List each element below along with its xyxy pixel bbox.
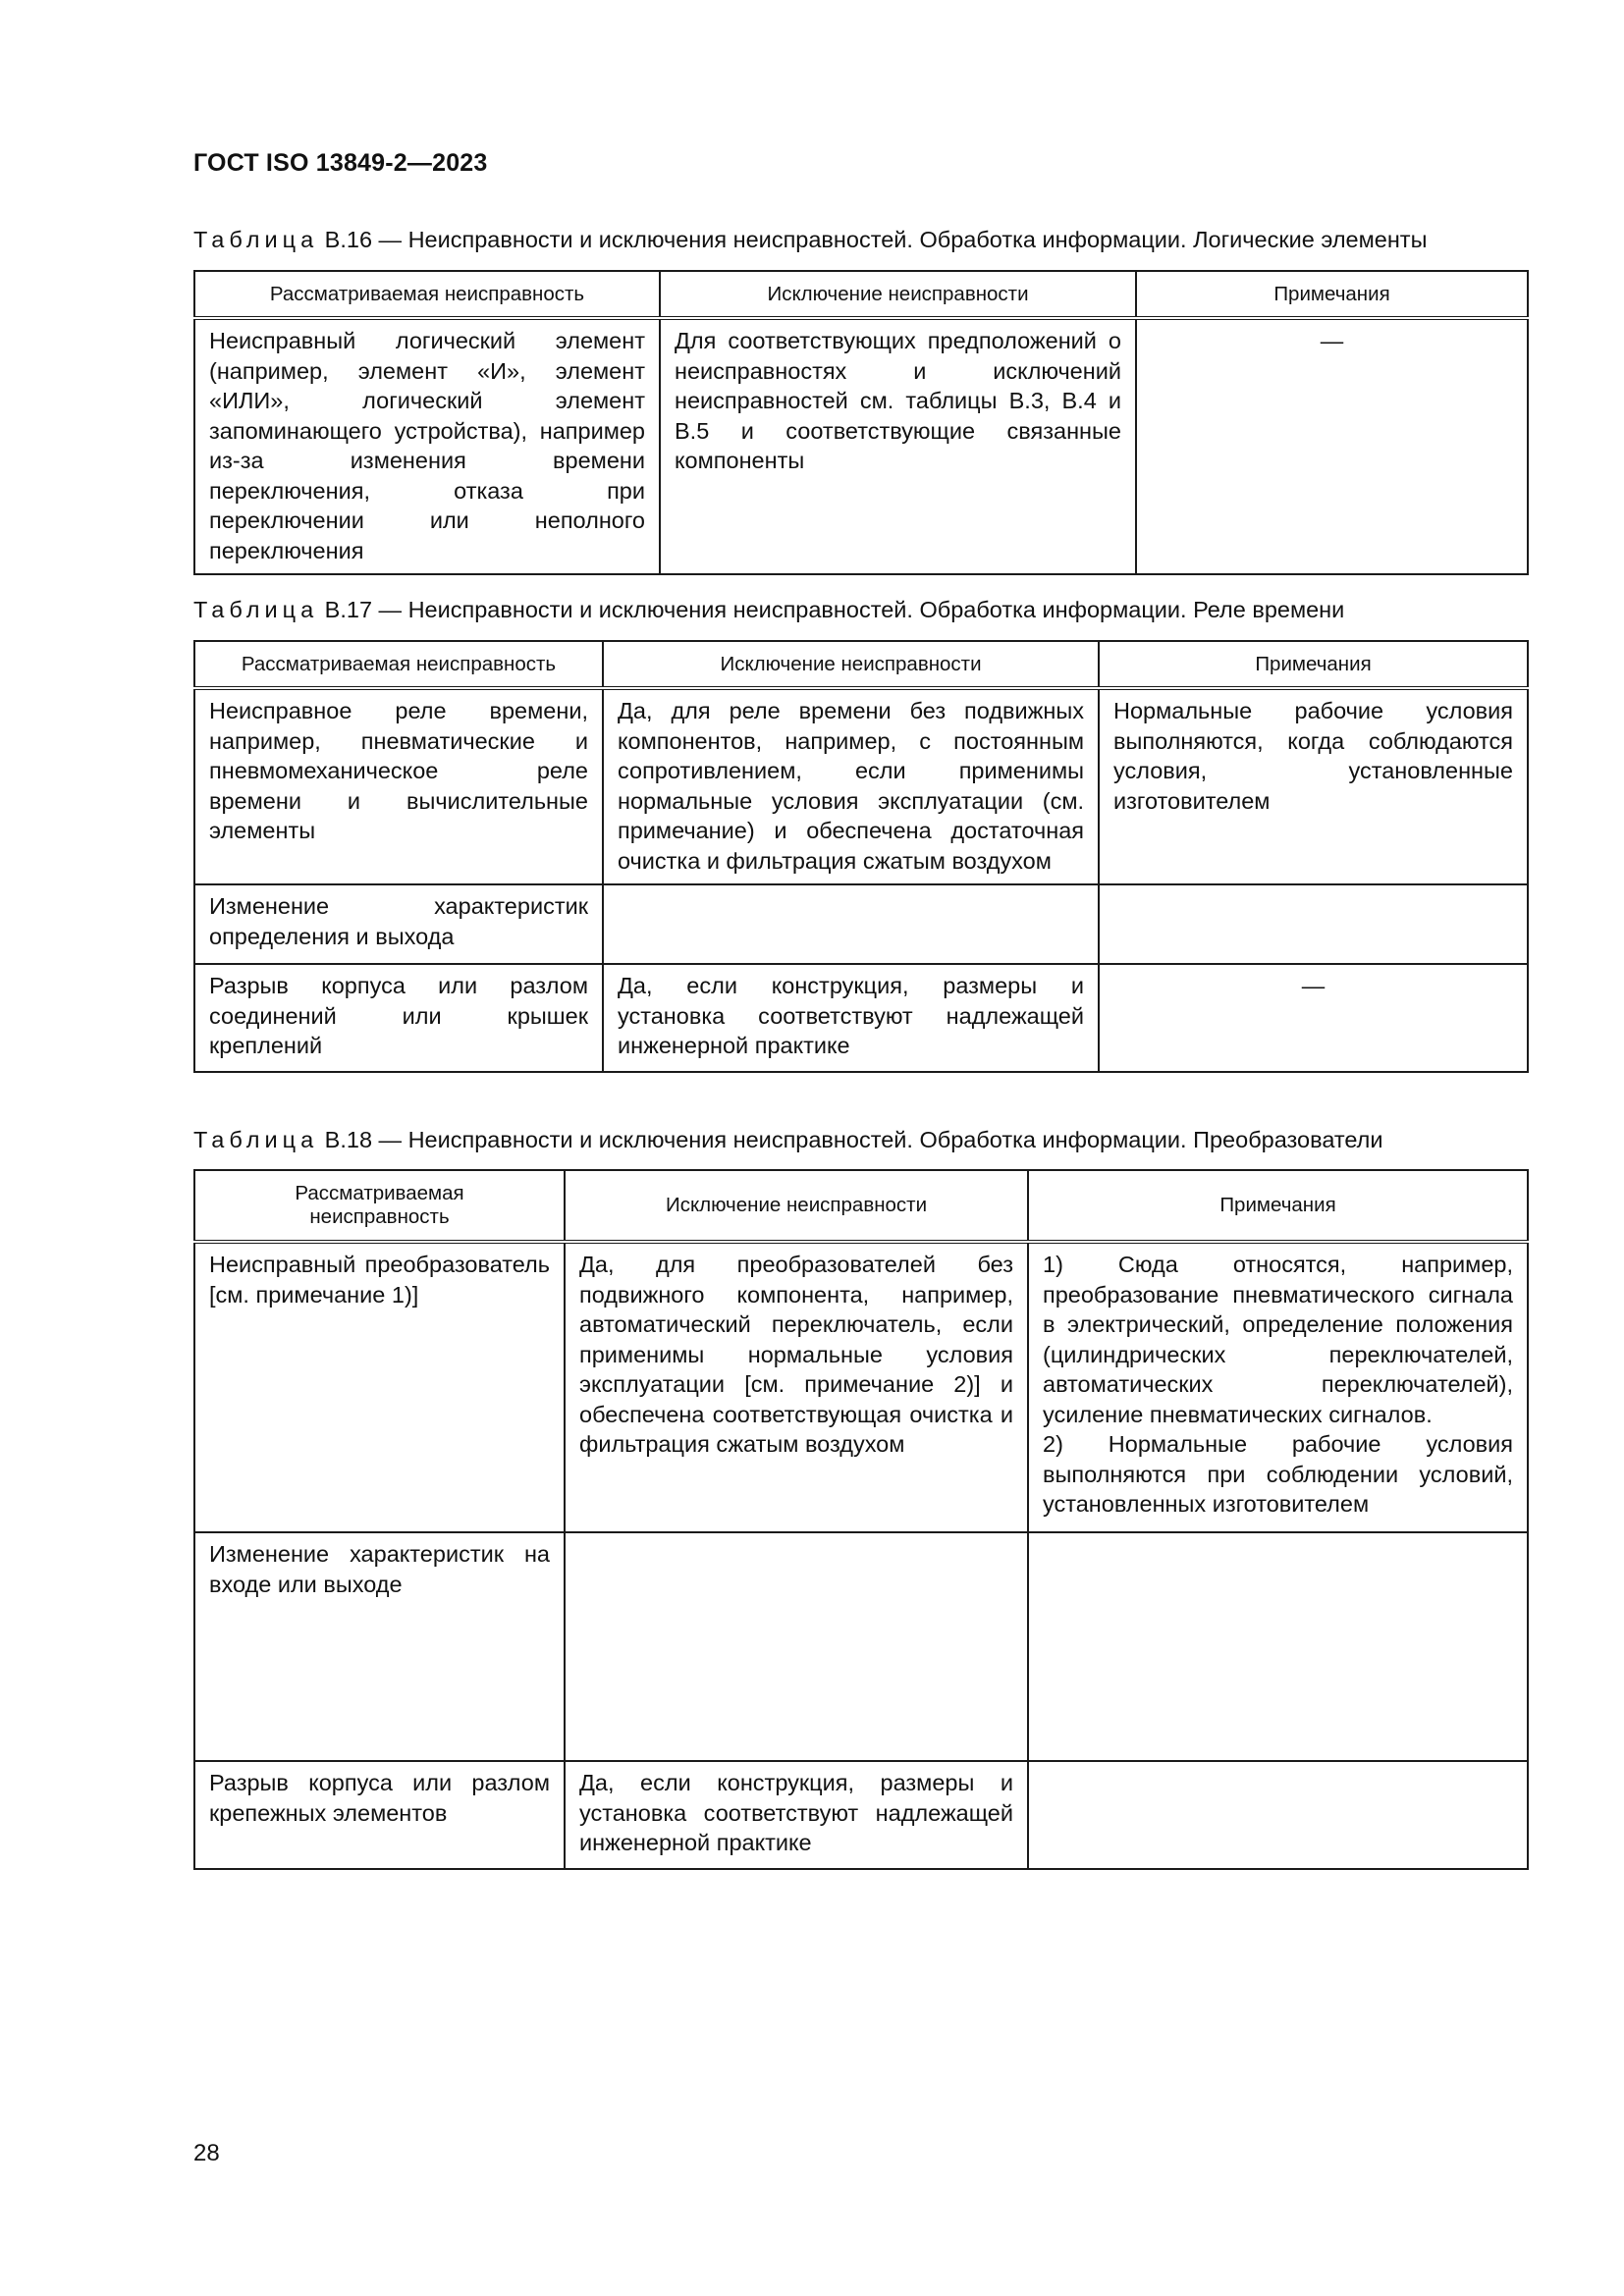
table-b17 bbox=[193, 640, 1529, 1073]
table-cell bbox=[565, 1532, 1028, 1761]
caption-text: В.18 — Неисправности и исключения неисправностей. Обработка информации. Преобразователи bbox=[318, 1127, 1383, 1152]
table-header-row bbox=[194, 271, 1528, 318]
table-b18 bbox=[193, 1169, 1529, 1870]
caption-word: Таблица bbox=[193, 1127, 319, 1152]
column-header: Примечания bbox=[1099, 641, 1528, 688]
table-cell: Неисправный преобразователь [см. примечание 1)] bbox=[194, 1242, 565, 1532]
table-cell: Да, если конструкция, размеры и установка соответствуют надлежащей инженерной практике bbox=[603, 964, 1099, 1072]
table-row bbox=[194, 688, 1528, 884]
page-number: 28 bbox=[193, 2140, 220, 2166]
table-cell: — bbox=[1099, 964, 1528, 1072]
table-cell bbox=[1028, 1761, 1528, 1869]
table-cell: Разрыв корпуса или разлом крепежных элементов bbox=[194, 1761, 565, 1869]
table-cell bbox=[1028, 1532, 1528, 1761]
table-b16-caption bbox=[193, 227, 1427, 253]
table-cell: Неисправное реле времени, например, пневматические и пневмомеханическое реле времени и вычислительные элементы bbox=[194, 688, 603, 884]
column-header: Рассматриваемая неисправность bbox=[194, 271, 660, 318]
table-row bbox=[194, 884, 1528, 964]
table-row bbox=[194, 1761, 1528, 1869]
table-cell: Неисправный логический элемент (например, элемент «И», элемент «ИЛИ», логический элемент запоминающего устройства), например из-за изменения времени переключения, отказа при переключении или неполного переключения bbox=[194, 318, 660, 574]
table-cell: 1) Сюда относятся, например, преобразование пневматического сигнала в электрический, определение положения (цилиндрических переключателей, автоматических переключателей), усиление пневматических сигналов. 2) Нормальные рабочие условия выполняются при соблюдении условий, установленных изготовителем bbox=[1028, 1242, 1528, 1532]
table-row bbox=[194, 1242, 1528, 1532]
table-b17-caption bbox=[193, 597, 1344, 623]
column-header: Исключение неисправности bbox=[565, 1170, 1028, 1242]
column-header: Примечания bbox=[1028, 1170, 1528, 1242]
table-b18-caption bbox=[193, 1127, 1383, 1153]
table-cell: — bbox=[1136, 318, 1528, 574]
table-cell: Разрыв корпуса или разлом соединений или крышек креплений bbox=[194, 964, 603, 1072]
caption-word: Таблица bbox=[193, 597, 319, 622]
column-header: Рассматриваемая неисправность bbox=[194, 641, 603, 688]
table-row bbox=[194, 318, 1528, 574]
table-cell: Изменение характеристик на входе или выходе bbox=[194, 1532, 565, 1761]
caption-word: Таблица bbox=[193, 227, 319, 252]
caption-text: В.17 — Неисправности и исключения неисправностей. Обработка информации. Реле времени bbox=[318, 597, 1345, 622]
column-header: Рассматриваемая неисправность bbox=[194, 1170, 565, 1242]
column-header: Исключение неисправности bbox=[660, 271, 1136, 318]
document-header: ГОСТ ISO 13849-2—2023 bbox=[193, 149, 488, 177]
table-row bbox=[194, 964, 1528, 1072]
table-cell bbox=[1099, 884, 1528, 964]
column-header: Примечания bbox=[1136, 271, 1528, 318]
table-header-row bbox=[194, 1170, 1528, 1242]
table-cell: Для соответствующих предположений о неисправностях и исключений неисправностей см. таблицы В.3, В.4 и В.5 и соответствующие связанные компоненты bbox=[660, 318, 1136, 574]
table-b16 bbox=[193, 270, 1529, 575]
table-cell bbox=[603, 884, 1099, 964]
table-row bbox=[194, 1532, 1528, 1761]
table-header-row bbox=[194, 641, 1528, 688]
table-cell: Да, для реле времени без подвижных компонентов, например, с постоянным сопротивлением, если применимы нормальные условия эксплуатации (см. примечание) и обеспечена достаточная очистка и фильтрация сжатым воздухом bbox=[603, 688, 1099, 884]
table-cell: Изменение характеристик определения и выхода bbox=[194, 884, 603, 964]
caption-text: В.16 — Неисправности и исключения неисправностей. Обработка информации. Логические элементы bbox=[318, 227, 1428, 252]
table-cell: Да, для преобразователей без подвижного компонента, например, автоматический переключатель, если применимы нормальные условия эксплуатации [см. примечание 2)] и обеспечена соответствующая очистка и фильтрация сжатым воздухом bbox=[565, 1242, 1028, 1532]
table-cell: Да, если конструкция, размеры и установка соответствуют надлежащей инженерной практике bbox=[565, 1761, 1028, 1869]
column-header: Исключение неисправности bbox=[603, 641, 1099, 688]
table-cell: Нормальные рабочие условия выполняются, когда соблюдаются условия, установленные изготовителем bbox=[1099, 688, 1528, 884]
